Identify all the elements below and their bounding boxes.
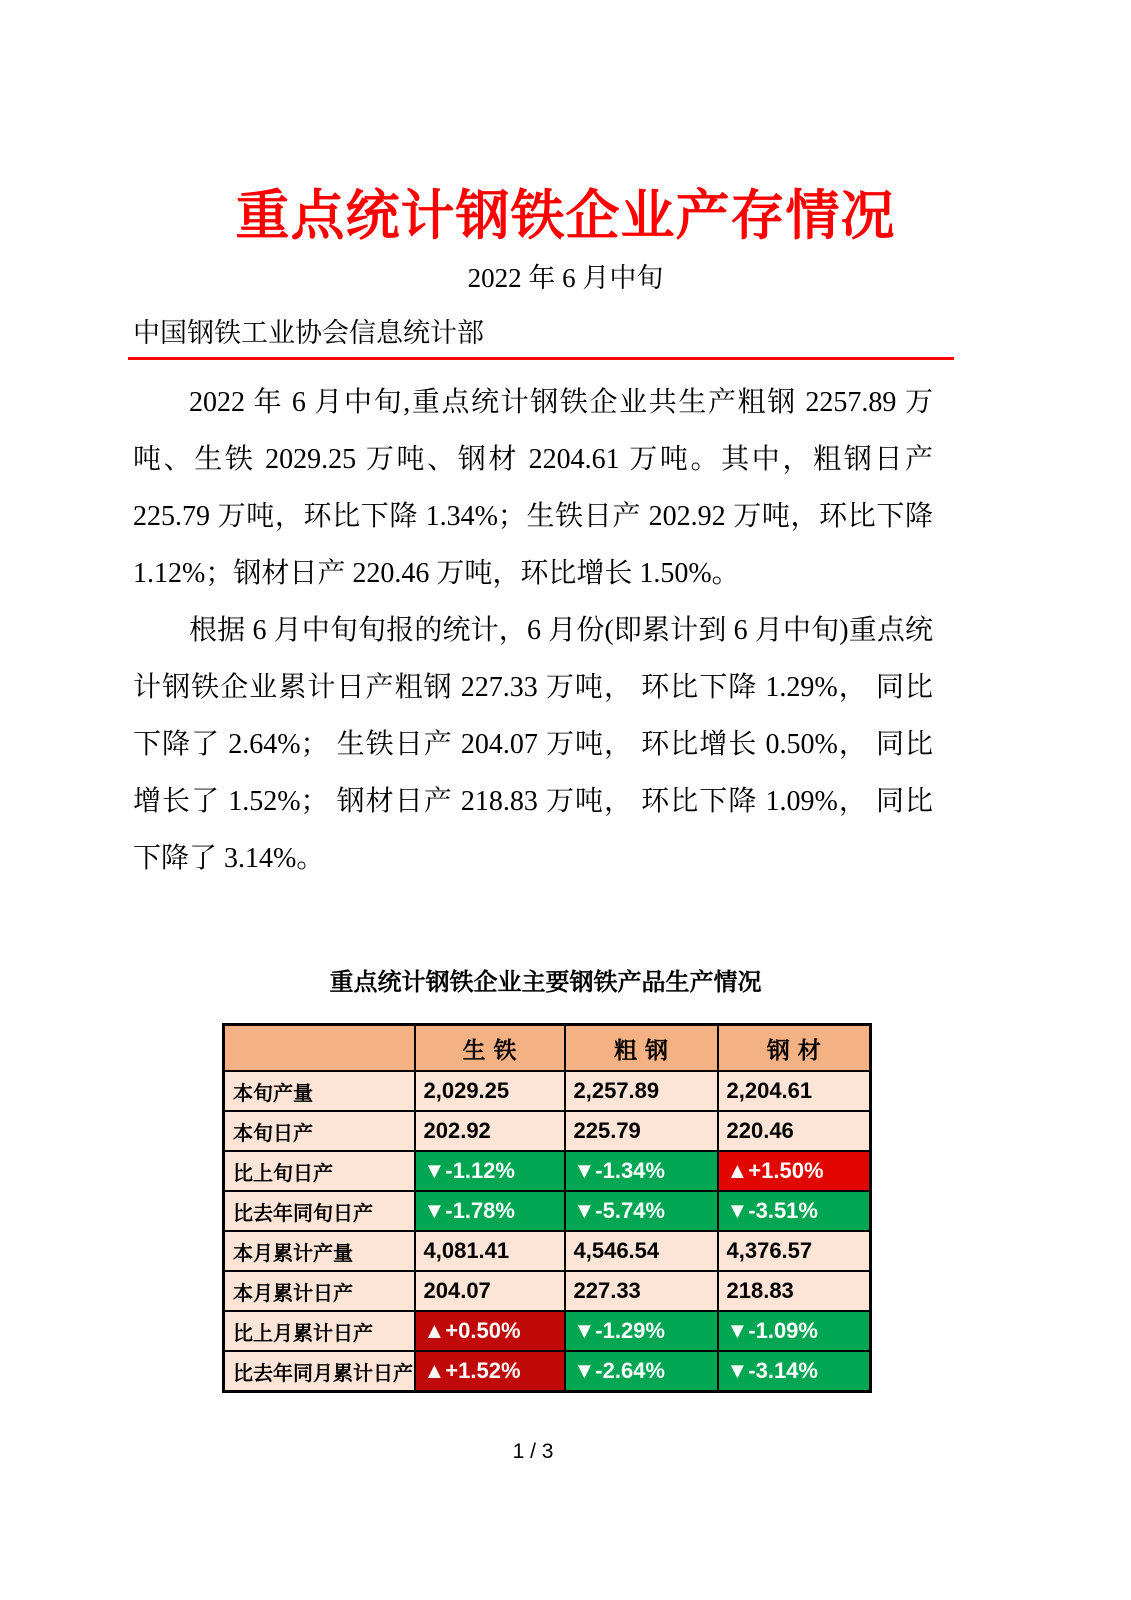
- department-name: 中国钢铁工业协会信息统计部: [133, 317, 484, 348]
- row-label: 本月累计日产: [224, 1271, 415, 1311]
- value-cell: 4,376.57: [718, 1231, 871, 1271]
- percent-cell: ▼-1.78%: [415, 1191, 565, 1231]
- row-label: 比上旬日产: [224, 1151, 415, 1191]
- body-paragraph-2: 根据 6 月中旬旬报的统计，6 月份(即累计到 6 月中旬)重点统计钢铁企业累计日产粗钢 227.33 万吨， 环比下降 1.29%， 同比下降了 2.64%； 生铁日产 204.07 万吨， 环比增长 0.50%， 同比增长了 1.52%； 钢材日产 218.83 万吨， 环比下降 1.09%， 同比下降了 3.14%。: [133, 615, 933, 875]
- percent-cell: ▼-1.09%: [718, 1311, 871, 1351]
- column-header-2: 粗钢: [565, 1025, 718, 1072]
- value-cell: 202.92: [415, 1111, 565, 1151]
- body-paragraph-1: 2022 年 6 月中旬,重点统计钢铁企业共生产粗钢 2257.89 万吨、生铁 2029.25 万吨、钢材 2204.61 万吨。其中，粗钢日产 225.79 万吨，环比下降 1.34%；生铁日产 202.92 万吨，环比下降 1.12%；钢材日产 220.46 万吨，环比增长 1.50%。: [133, 387, 933, 590]
- table-title: 重点统计钢铁企业主要钢铁产品生产情况: [329, 969, 762, 996]
- row-label: 比上月累计日产: [224, 1311, 415, 1351]
- percent-cell: ▼-1.34%: [565, 1151, 718, 1191]
- table-body: [224, 1071, 871, 1392]
- table-header: [224, 1025, 871, 1072]
- row-label: 比去年同月累计日产: [224, 1351, 415, 1392]
- document-title: 重点统计钢铁企业产存情况: [235, 186, 896, 246]
- value-cell: 2,257.89: [565, 1071, 718, 1111]
- table-row: [224, 1351, 871, 1392]
- column-header-1: 生铁: [415, 1025, 565, 1072]
- body-text: [133, 374, 933, 887]
- percent-cell: ▼-1.29%: [565, 1311, 718, 1351]
- table-row: [224, 1151, 871, 1191]
- page-number: 1 / 3: [512, 1440, 554, 1463]
- row-label: 比去年同旬日产: [224, 1191, 415, 1231]
- table-row: [224, 1071, 871, 1111]
- table-row: [224, 1271, 871, 1311]
- value-cell: 4,081.41: [415, 1231, 565, 1271]
- value-cell: 4,546.54: [565, 1231, 718, 1271]
- value-cell: 204.07: [415, 1271, 565, 1311]
- percent-cell: ▼-5.74%: [565, 1191, 718, 1231]
- row-label: 本旬产量: [224, 1071, 415, 1111]
- table-row: [224, 1311, 871, 1351]
- percent-cell: ▲+1.50%: [718, 1151, 871, 1191]
- value-cell: 2,029.25: [415, 1071, 565, 1111]
- percent-cell: ▼-2.64%: [565, 1351, 718, 1392]
- percent-cell: ▼-3.14%: [718, 1351, 871, 1392]
- red-divider: [128, 357, 954, 360]
- value-cell: 225.79: [565, 1111, 718, 1151]
- percent-cell: ▼-1.12%: [415, 1151, 565, 1191]
- table-corner-cell: [224, 1025, 415, 1072]
- percent-cell: ▲+0.50%: [415, 1311, 565, 1351]
- column-header-3: 钢材: [718, 1025, 871, 1072]
- value-cell: 2,204.61: [718, 1071, 871, 1111]
- row-label: 本旬日产: [224, 1111, 415, 1151]
- table-section: [222, 962, 869, 1393]
- value-cell: 218.83: [718, 1271, 871, 1311]
- document-subtitle: 2022 年 6 月中旬: [467, 263, 664, 294]
- value-cell: 220.46: [718, 1111, 871, 1151]
- value-cell: 227.33: [565, 1271, 718, 1311]
- table-row: [224, 1111, 871, 1151]
- table-row: [224, 1231, 871, 1271]
- production-table: [222, 1023, 872, 1393]
- row-label: 本月累计产量: [224, 1231, 415, 1271]
- percent-cell: ▲+1.52%: [415, 1351, 565, 1392]
- percent-cell: ▼-3.51%: [718, 1191, 871, 1231]
- table-row: [224, 1191, 871, 1231]
